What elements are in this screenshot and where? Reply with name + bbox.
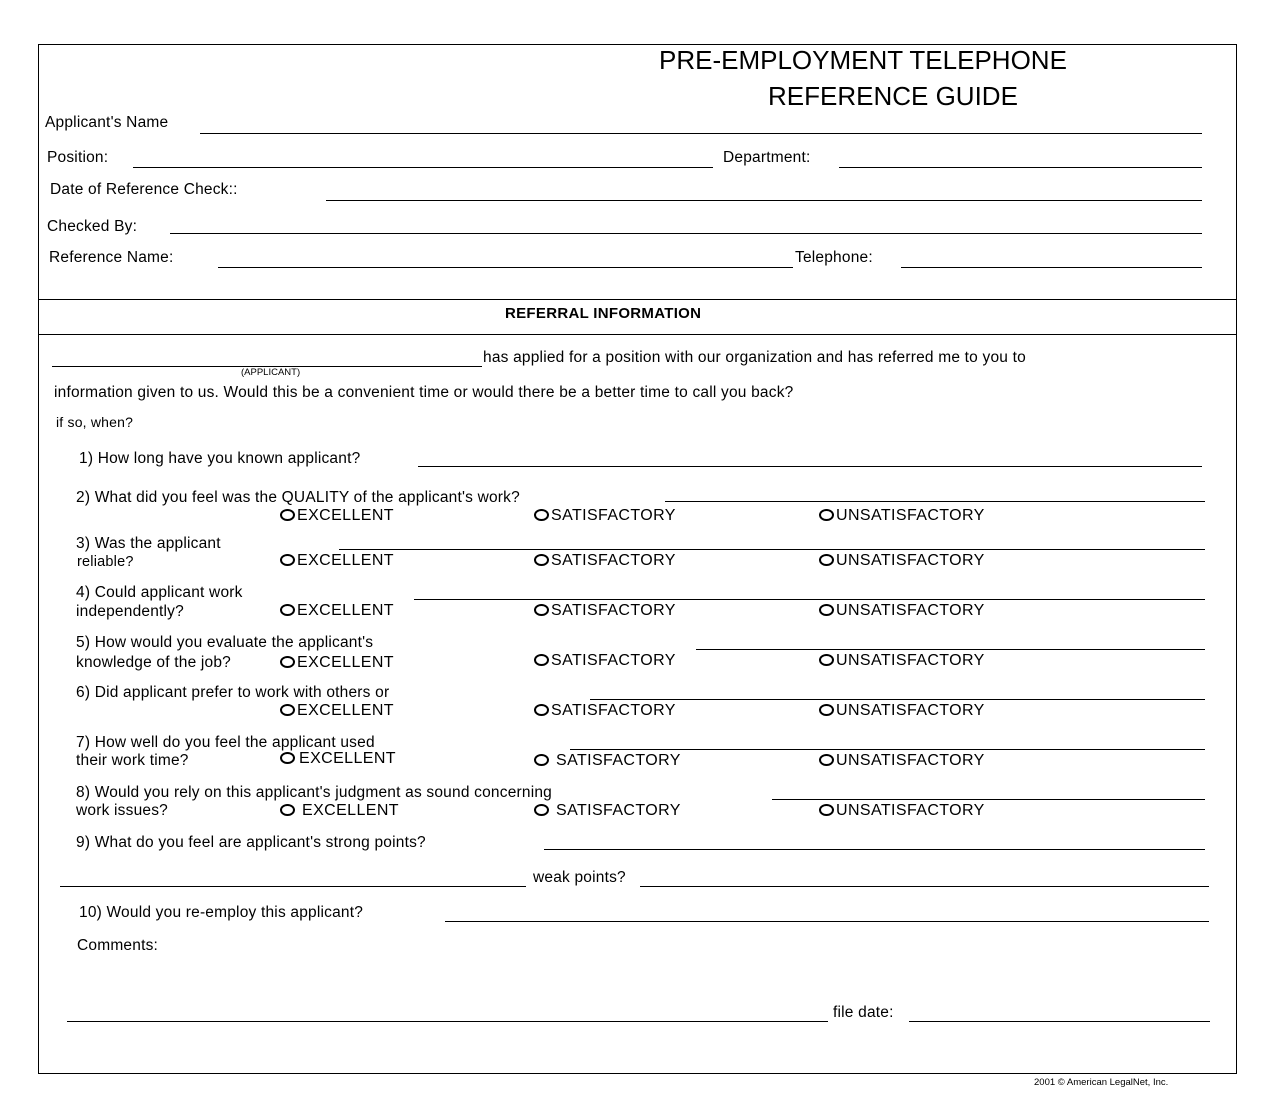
question-4-cont: independently? <box>76 603 184 620</box>
question-9: 9) What do you feel are applicant's strong points? <box>76 834 426 851</box>
file-date-label: file date: <box>833 1004 894 1021</box>
radio-icon <box>534 704 549 716</box>
q7-excellent-option[interactable]: EXCELLENT <box>280 750 396 768</box>
question-3: 3) Was the applicant <box>76 535 221 552</box>
q6-unsatisfactory-option[interactable]: UNSATISFACTORY <box>819 702 985 720</box>
referral-line2: information given to us. Would this be a convenient time or would there be a better time to call you back? <box>54 384 794 401</box>
question-7: 7) How well do you feel the applicant used <box>76 734 375 751</box>
q8-unsatisfactory-option[interactable]: UNSATISFACTORY <box>819 802 985 820</box>
date-check-field[interactable] <box>326 200 1202 201</box>
title-line2: REFERENCE GUIDE <box>768 81 1018 111</box>
question-8: 8) Would you rely on this applicant's judgment as sound concerning <box>76 784 552 801</box>
reference-name-field[interactable] <box>218 267 793 268</box>
radio-icon <box>819 604 834 616</box>
radio-icon <box>534 804 549 816</box>
radio-icon <box>280 554 295 566</box>
weak-points-field[interactable] <box>640 886 1209 887</box>
if-so-when: if so, when? <box>56 414 134 430</box>
radio-icon <box>819 509 834 521</box>
q3-satisfactory-option[interactable]: SATISFACTORY <box>534 552 676 570</box>
question-4-field[interactable] <box>414 599 1205 600</box>
radio-icon <box>534 509 549 521</box>
radio-icon <box>534 754 549 766</box>
q5-satisfactory-option[interactable]: SATISFACTORY <box>534 652 676 670</box>
date-check-label: Date of Reference Check:: <box>50 181 238 198</box>
radio-icon <box>534 554 549 566</box>
checked-by-field[interactable] <box>170 233 1202 234</box>
radio-icon <box>280 656 295 668</box>
section-divider-top <box>38 299 1237 300</box>
radio-icon <box>534 654 549 666</box>
q2-unsatisfactory-option[interactable]: UNSATISFACTORY <box>819 507 985 525</box>
applicant-name-label: Applicant's Name <box>45 114 169 131</box>
q6-excellent-option[interactable]: EXCELLENT <box>280 702 394 720</box>
radio-icon <box>819 704 834 716</box>
q3-unsatisfactory-option[interactable]: UNSATISFACTORY <box>819 552 985 570</box>
question-8-cont: work issues? <box>76 802 168 819</box>
section-divider-bottom <box>38 334 1237 335</box>
question-3-field[interactable] <box>339 549 1205 550</box>
question-3-cont: reliable? <box>77 554 134 570</box>
reference-name-label: Reference Name: <box>49 249 174 266</box>
radio-icon <box>280 804 295 816</box>
comments-label: Comments: <box>77 937 159 954</box>
q7-satisfactory-option[interactable]: SATISFACTORY <box>534 752 681 770</box>
q4-unsatisfactory-option[interactable]: UNSATISFACTORY <box>819 602 985 620</box>
q4-excellent-option[interactable]: EXCELLENT <box>280 602 394 620</box>
question-5: 5) How would you evaluate the applicant's <box>76 634 374 651</box>
q5-unsatisfactory-option[interactable]: UNSATISFACTORY <box>819 652 985 670</box>
applicant-caption: (APPLICANT) <box>241 367 301 378</box>
weak-points-label: weak points? <box>533 869 626 886</box>
radio-icon <box>819 554 834 566</box>
q4-satisfactory-option[interactable]: SATISFACTORY <box>534 602 676 620</box>
telephone-field[interactable] <box>901 267 1202 268</box>
radio-icon <box>280 509 295 521</box>
telephone-label: Telephone: <box>795 249 873 266</box>
file-date-field[interactable] <box>909 1021 1210 1022</box>
question-2: 2) What did you feel was the QUALITY of the applicant's work? <box>76 489 520 506</box>
strong-points-field-2[interactable] <box>60 886 526 887</box>
department-label: Department: <box>723 149 811 166</box>
question-1-field[interactable] <box>418 466 1202 467</box>
q7-unsatisfactory-option[interactable]: UNSATISFACTORY <box>819 752 985 770</box>
radio-icon <box>819 654 834 666</box>
question-7-field[interactable] <box>570 749 1205 750</box>
title-line1: PRE-EMPLOYMENT TELEPHONE <box>659 45 1067 75</box>
position-label: Position: <box>47 149 109 166</box>
question-7-cont: their work time? <box>76 752 189 769</box>
question-4: 4) Could applicant work <box>76 584 243 601</box>
question-10: 10) Would you re-employ this applicant? <box>79 904 364 921</box>
question-1: 1) How long have you known applicant? <box>79 450 361 467</box>
q8-satisfactory-option[interactable]: SATISFACTORY <box>534 802 681 820</box>
question-6-field[interactable] <box>590 699 1205 700</box>
q2-excellent-option[interactable]: EXCELLENT <box>280 507 394 525</box>
q6-satisfactory-option[interactable]: SATISFACTORY <box>534 702 676 720</box>
q2-satisfactory-option[interactable]: SATISFACTORY <box>534 507 676 525</box>
question-2-field[interactable] <box>665 501 1205 502</box>
applicant-name-field[interactable] <box>200 133 1202 134</box>
question-5-field[interactable] <box>696 649 1205 650</box>
question-6: 6) Did applicant prefer to work with others or <box>76 684 390 701</box>
checked-by-label: Checked By: <box>47 218 138 235</box>
comments-field[interactable] <box>67 1021 828 1022</box>
question-8-field[interactable] <box>772 799 1205 800</box>
question-10-field[interactable] <box>445 921 1209 922</box>
q8-excellent-option[interactable]: EXCELLENT <box>280 802 399 820</box>
question-5-cont: knowledge of the job? <box>76 654 232 671</box>
referral-line1: has applied for a position with our organization and has referred me to you to <box>483 349 1026 366</box>
radio-icon <box>280 604 295 616</box>
position-field[interactable] <box>133 167 713 168</box>
referral-heading: REFERRAL INFORMATION <box>505 305 702 322</box>
q3-excellent-option[interactable]: EXCELLENT <box>280 552 394 570</box>
copyright: 2001 © American LegalNet, Inc. <box>1034 1077 1169 1088</box>
radio-icon <box>534 604 549 616</box>
radio-icon <box>819 804 834 816</box>
radio-icon <box>819 754 834 766</box>
department-field[interactable] <box>839 167 1202 168</box>
radio-icon <box>280 704 295 716</box>
q5-excellent-option[interactable]: EXCELLENT <box>280 654 394 672</box>
radio-icon <box>280 752 295 764</box>
question-9-field[interactable] <box>544 849 1205 850</box>
